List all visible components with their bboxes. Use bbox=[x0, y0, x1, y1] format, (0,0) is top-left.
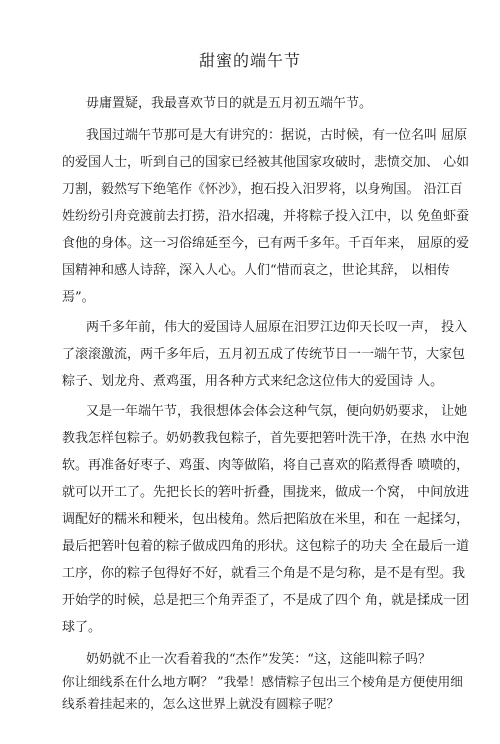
paragraph-2-line-3: 刀割，毅然写下绝笔作《怀沙》，抱石投入汨罗将，以身殉国。 沿江百 bbox=[62, 182, 463, 197]
paragraph-2-line-1: 我国过端午节那可是大有讲究的：据说，古时候，有一位名叫 屈原 bbox=[86, 128, 468, 143]
paragraph-3-line-1: 两千多年前，伟大的爱国诗人屈原在汨罗江边仰天长叹一声， 投入 bbox=[86, 320, 468, 335]
paragraph-2-line-6: 国精神和感人诗辞，深入人心。人们“惜而哀之，世论其辞， 以相传 bbox=[62, 263, 450, 278]
paragraph-4-line-9: 球了。 bbox=[62, 620, 102, 635]
paragraph-4-line-4: 就可以开工了。先把长长的箬叶折叠，围拢来，做成一个窝， 中间放进 bbox=[62, 485, 470, 500]
paragraph-4-line-7: 工序，你的粽子包得好不好，就看三个角是不是匀称，是不是有型。我 bbox=[62, 566, 466, 581]
paragraph-3-line-2: 了滚滚激流，两千多年后，五月初五成了传统节日一一端午节，大家包 bbox=[62, 347, 466, 362]
paragraph-4-line-3: 软。再准备好枣子、鸡蛋、肉等做陷，将自己喜欢的陷煮得香 喷喷的， bbox=[62, 458, 470, 473]
paragraph-5-line-2: 你让细线系在什么地方啊？ ”我晕！感情粽子包出三个棱角是方便使用细 bbox=[62, 674, 463, 689]
paragraph-5-line-1: 奶奶就不止一次看着我的“杰作”发笑：“这，这能叫粽子吗？ bbox=[86, 652, 431, 667]
paragraph-4-line-8: 开始学的时候，总是把三个角弄歪了，不是成了四个 角，就是揉成一团 bbox=[62, 593, 470, 608]
paragraph-3-line-3: 粽子、划龙舟、煮鸡蛋，用各种方式来纪念这位伟大的爱国诗 人。 bbox=[62, 374, 444, 389]
paragraph-1-line-1: 毋庸置疑，我最喜欢节日的就是五月初五端午节。 bbox=[86, 96, 373, 111]
paragraph-5-line-3: 线系着挂起来的，怎么这世界上就没有圆粽子呢？ bbox=[62, 696, 340, 711]
document-title: 甜蜜的端午节 bbox=[198, 51, 301, 70]
paragraph-4-line-1: 又是一年端午节，我很想体会体会这种气氛，便向奶奶要求， 让她 bbox=[86, 404, 468, 419]
paragraph-4-line-2: 教我怎样包粽子。奶奶教我包粽子，首先要把箬叶洗干净，在热 水中泡 bbox=[62, 431, 470, 446]
paragraph-2-line-5: 食他的身体。这一习俗绵延至今，已有两千多年。千百年来， 屈原的爱 bbox=[62, 236, 470, 251]
paragraph-2-line-2: 的爱国人士，听到自己的国家已经被其他国家攻破时，悲愤交加、 心如 bbox=[62, 155, 470, 170]
paragraph-2-line-4: 姓纷纷引舟竞渡前去打捞，沿水招魂，并将粽子投入江中，以 免鱼虾蚕 bbox=[62, 209, 470, 224]
paragraph-4-line-5: 调配好的糯米和粳米，包出棱角。然后把陷放在米里，和在 一起揉匀， bbox=[62, 512, 470, 527]
paragraph-2-line-7: 焉”。 bbox=[62, 290, 95, 305]
paragraph-4-line-6: 最后把箬叶包着的粽子做成四角的形状。这包粽子的功夫 全在最后一道 bbox=[62, 539, 470, 554]
